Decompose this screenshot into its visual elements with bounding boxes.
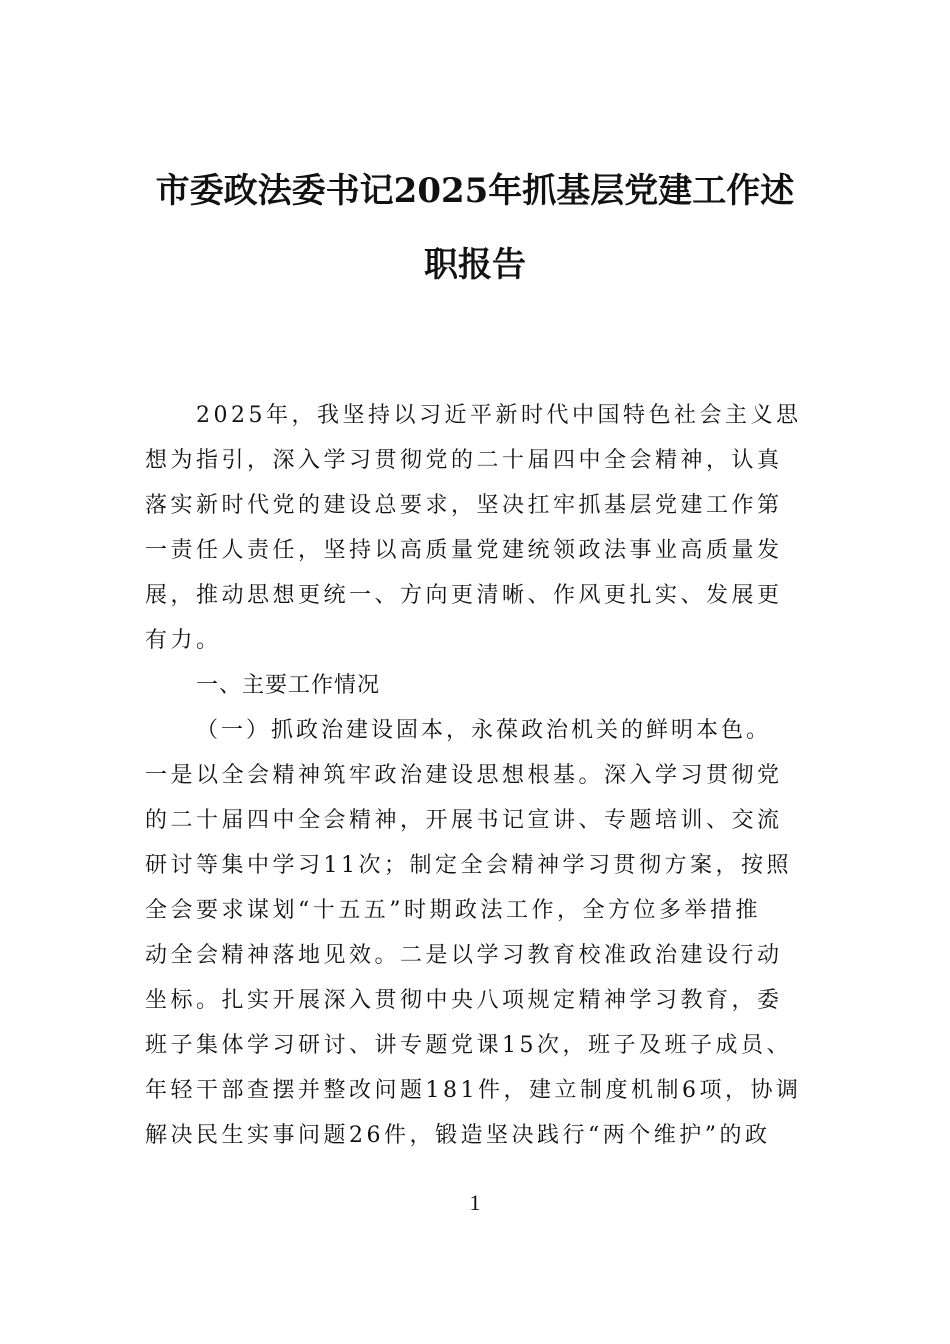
intro-paragraph-line: 一责任人责任，坚持以高质量党建统领政法事业高质量发 <box>145 538 783 563</box>
intro-paragraph-line: 有力。 <box>145 628 222 653</box>
document-title-line-1: 市委政法委书记2025年抓基层党建工作述 <box>155 171 795 211</box>
body-paragraph-line: 坐标。扎实开展深入贯彻中央八项规定精神学习教育，委 <box>145 988 783 1013</box>
section-heading: 一、主要工作情况 <box>196 673 381 698</box>
body-paragraph-line: 解决民生实事问题26件，锻造坚决践行“两个维护”的政 <box>145 1123 771 1148</box>
subsection-heading: （一）抓政治建设固本，永葆政治机关的鲜明本色。 <box>196 718 772 743</box>
intro-paragraph-line: 2025年，我坚持以习近平新时代中国特色社会主义思 <box>145 403 802 428</box>
intro-paragraph-line: 想为指引，深入学习贯彻党的二十届四中全会精神，认真 <box>145 448 783 473</box>
body-paragraph-line: 动全会精神落地见效。二是以学习教育校准政治建设行动 <box>145 943 783 968</box>
intro-paragraph-line: 展，推动思想更统一、方向更清晰、作风更扎实、发展更 <box>145 583 783 608</box>
body-paragraph-line: 一是以全会精神筑牢政治建设思想根基。深入学习贯彻党 <box>145 763 783 788</box>
page-number: 1 <box>469 1190 481 1215</box>
body-paragraph-line: 的二十届四中全会精神，开展书记宣讲、专题培训、交流 <box>145 808 783 833</box>
body-paragraph-line: 全会要求谋划“十五五”时期政法工作，全方位多举措推 <box>145 898 761 923</box>
document-title-line-2: 职报告 <box>424 245 526 285</box>
body-paragraph-line: 年轻干部查摆并整改问题181件，建立制度机制6项，协调 <box>145 1078 802 1103</box>
intro-paragraph-line: 落实新时代党的建设总要求，坚决扛牢抓基层党建工作第 <box>145 493 783 518</box>
body-paragraph-line: 班子集体学习研讨、讲专题党课15次，班子及班子成员、 <box>145 1033 792 1058</box>
body-paragraph-line: 研讨等集中学习11次；制定全会精神学习贯彻方案，按照 <box>145 853 792 878</box>
